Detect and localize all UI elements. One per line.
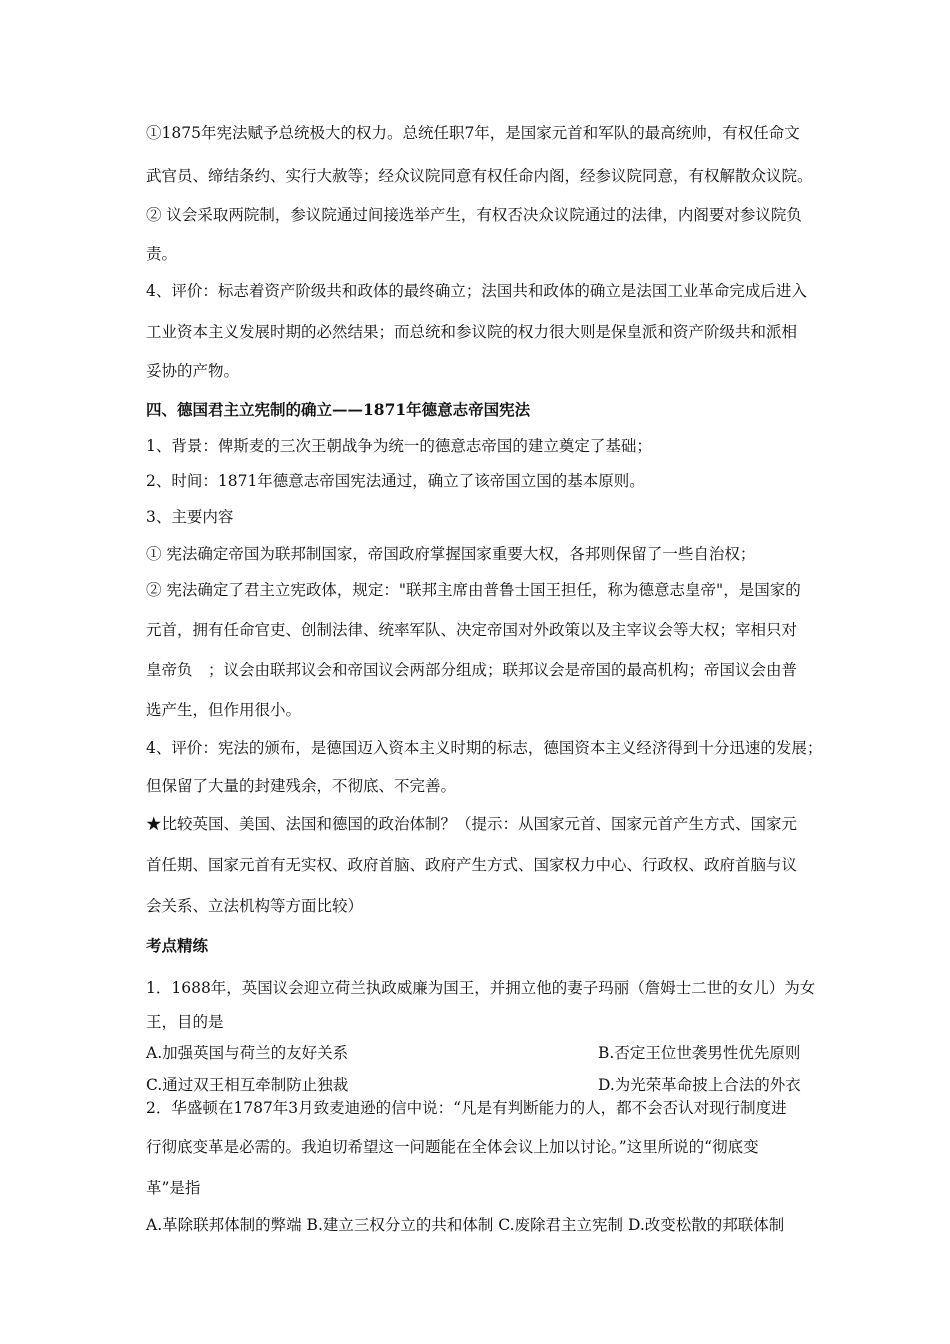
paragraph-line: 2、时间：1871年德意志帝国宪法通过，确立了该帝国立国的基本原则。: [146, 472, 645, 490]
paragraph-line: ② 宪法确定了君主立宪政体，规定："联邦主席由普鲁士国王担任，称为德意志皇帝"，是国家的: [146, 581, 801, 599]
paragraph-line: 但保留了大量的封建残余，不彻底、不完善。: [146, 777, 457, 795]
section-heading: 四、德国君主立宪制的确立——1871年德意志帝国宪法: [146, 400, 531, 419]
options-row: [146, 1043, 801, 1063]
question-line: 革”是指: [146, 1179, 201, 1197]
option-c: C.通过双王相互牵制防止独裁: [146, 1076, 349, 1094]
question-line: 行彻底变革是必需的。我迫切希望这一问题能在全体会议上加以讨论。”这里所说的“彻底变: [146, 1138, 759, 1156]
paragraph-line: 责。: [146, 245, 178, 263]
paragraph-line: 会关系、立法机构等方面比较）: [146, 897, 364, 915]
option-b: B.否定王位世袭男性优先原则: [598, 1044, 801, 1062]
paragraph-line: 选产生，但作用很小。: [146, 701, 302, 719]
paragraph-line: 4、评价：标志着资产阶级共和政体的最终确立；法国共和政体的确立是法国工业革命完成后进入: [146, 282, 807, 300]
paragraph-line: 武官员、缔结条约、实行大赦等；经众议院同意有权任命内阁，经参议院同意，有权解散众议院。: [146, 167, 813, 185]
paragraph-line: 首任期、国家元首有无实权、政府首脑、政府产生方式、国家权力中心、行政权、政府首脑与议: [146, 856, 798, 874]
question-line: 2．华盛顿在1787年3月致麦迪逊的信中说：“凡是有判断能力的人，都不会否认对现行制度进: [146, 1099, 787, 1117]
question-line: 1．1688年，英国议会迎立荷兰执政威廉为国王，并拥立他的妻子玛丽（詹姆士二世的女儿）为女: [146, 979, 816, 997]
paragraph-line: 工业资本主义发展时期的必然结果；而总统和参议院的权力很大则是保皇派和资产阶级共和派相: [146, 323, 798, 341]
paragraph-line: 妥协的产物。: [146, 362, 240, 380]
option-a: A.加强英国与荷兰的友好关系: [146, 1044, 349, 1062]
paragraph-line: 1、背景：俾斯麦的三次王朝战争为统一的德意志帝国的建立奠定了基础；: [146, 437, 652, 455]
paragraph-line: ② 议会采取两院制，参议院通过间接选举产生，有权否决众议院通过的法律，内阁要对参议院负: [146, 206, 802, 224]
section-heading: 考点精练: [146, 936, 209, 955]
options-line: A.革除联邦体制的弊端 B.建立三权分立的共和体制 C.废除君主立宪制 D.改变松散的邦联体制: [146, 1216, 785, 1234]
paragraph-line: 3、主要内容: [146, 508, 234, 526]
paragraph-line: 元首，拥有任命官吏、创制法律、统率军队、决定帝国对外政策以及主宰议会等大权；宰相只对: [146, 621, 798, 639]
paragraph-line: ①1875年宪法赋予总统极大的权力。总统任职7年，是国家元首和军队的最高统帅，有权任命文: [146, 124, 800, 142]
paragraph-line: ① 宪法确定帝国为联邦制国家，帝国政府掌握国家重要大权，各邦则保留了一些自治权；: [146, 545, 756, 563]
paragraph-line: ★比较英国、美国、法国和德国的政治体制？（提示：从国家元首、国家元首产生方式、国家元: [146, 815, 798, 833]
question-line: 王，目的是: [146, 1013, 224, 1031]
paragraph-line: 4、评价：宪法的颁布，是德国迈入资本主义时期的标志，德国资本主义经济得到十分迅速的发展；: [146, 739, 823, 757]
options-row: [146, 1075, 801, 1095]
paragraph-line: 皇帝负 ；议会由联邦议会和帝国议会两部分组成；联邦议会是帝国的最高机构；帝国议会由普: [146, 661, 798, 679]
option-d: D.为光荣革命披上合法的外衣: [598, 1076, 801, 1094]
